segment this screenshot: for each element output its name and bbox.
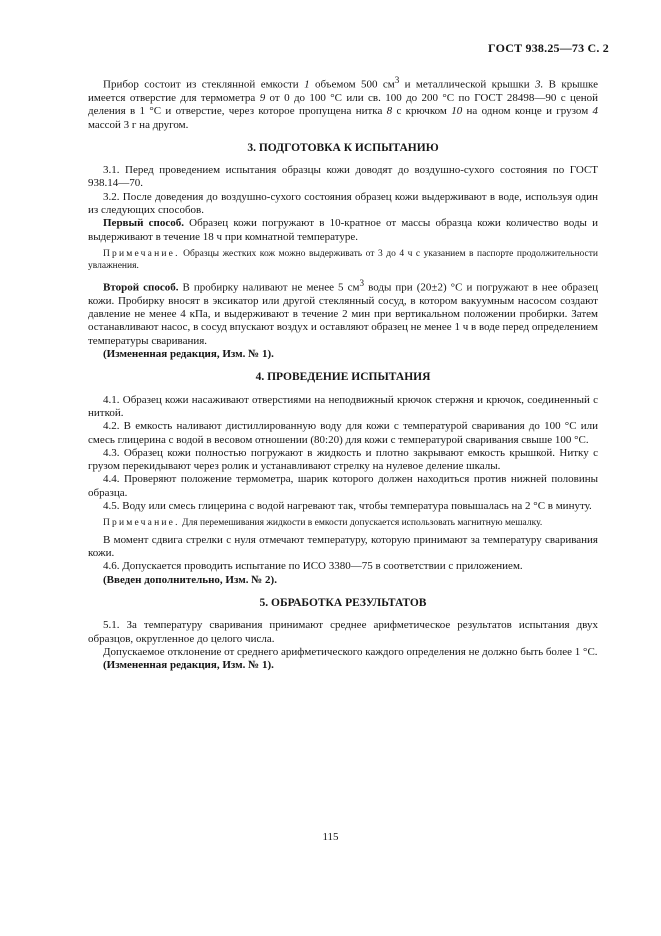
method-2-label: Второй способ. <box>103 281 179 294</box>
clause-3-1: 3.1. Перед проведением испытания образцы кожи доводят до воздушно-сухого состояния по ГОСТ 938.14—70. <box>88 164 598 190</box>
note-text: Образцы жестких кож можно выдерживать от 3 до 4 ч с указанием в паспорте продолжительности увлажнения. <box>88 248 598 272</box>
document-body <box>88 74 598 673</box>
note-label: Примечание. <box>103 248 180 259</box>
text-run: с крючком <box>392 105 452 118</box>
note-4 <box>88 517 598 530</box>
edit-note: (Измененная редакция, Изм. № 1). <box>103 659 274 672</box>
method-1 <box>88 217 598 244</box>
edit-note-4 <box>88 574 598 587</box>
ref-number: 4 <box>592 105 598 118</box>
clause-4-2: 4.2. В емкость наливают дистиллированную воду для кожи с температурой сваривания до 100 °С или смесь глицерина с водой в весовом отношении (80:20) для кожи с температурой сваривания свыше 100 °С. <box>88 420 598 446</box>
section-5-title: 5. ОБРАБОТКА РЕЗУЛЬТАТОВ <box>259 597 427 610</box>
clause-3-2: 3.2. После доведения до воздушно-сухого состояния образец кожи выдерживают в воде, используя один из следующих способов. <box>88 190 598 217</box>
text-run: В крышке имеется отверстие для термометра <box>88 78 599 104</box>
note-text: Для перемешивания жидкости в емкости допускается использовать магнитную мешалку. <box>179 518 543 529</box>
text-run: Прибор состоит из стеклянной емкости <box>103 78 305 91</box>
ref-number: 10 <box>451 105 463 118</box>
edit-note: (Введен дополнительно, Изм. № 2). <box>103 573 277 586</box>
text-run: воды при (20±2) °С и погружают в нее образец кожи. Пробирку вносят в эксикатор или другой стеклянный сосуд, в котором вакуумным насосом создают давление не менее 4 кПа, и выдерживают в течение 2 мин при вертикальном положении пробирки. Затем останавливают насос, в сосуд впускают воздух и оставляют образец не менее 1 ч в воде перед определением температуры сваривания. <box>88 281 598 347</box>
edit-note-3 <box>88 348 598 361</box>
section-4-title: 4. ПРОВЕДЕНИЕ ИСПЫТАНИЯ <box>255 371 431 384</box>
intro-paragraph <box>88 74 598 132</box>
method-1-text: Образец кожи погружают в 10-кратное от массы образца кожи количество воды и выдерживают в течение 18 ч при комнатной температуре. <box>88 217 598 243</box>
superscript: 3 <box>359 277 365 288</box>
clause-4-5-cont: В момент сдвига стрелки с нуля отмечают температуру, которую принимают за температуру сваривания кожи. <box>88 533 598 560</box>
clause-4-6: 4.6. Допускается проводить испытание по ИСО 3380—75 в соответствии с приложением. <box>103 560 523 573</box>
note-3 <box>88 248 598 273</box>
method-2 <box>88 277 598 348</box>
text-run: от 0 до 100 °С или св. 100 до 200 °С по ГОСТ 28498—90 с ценой деления в 1 °С и отверстие, через которое пропущена нитка <box>88 91 598 118</box>
text-run: на одном конце и грузом <box>462 105 593 118</box>
ref-number: 9 <box>259 91 266 104</box>
edit-note: (Измененная редакция, Изм. № 1). <box>103 348 274 361</box>
ref-number: 8 <box>386 105 393 118</box>
ref-number: 1 <box>304 78 310 91</box>
clause-4-1: 4.1. Образец кожи насаживают отверстиями на неподвижный крючок стержня и крючок, соединенный с ниткой. <box>88 393 598 419</box>
text-run: и металлической крышки <box>399 78 535 91</box>
clause-5-1-cont: Допускаемое отклонение от среднего арифметического каждого определения не должно быть более 1 °С. <box>103 645 598 658</box>
edit-note-5 <box>88 659 598 672</box>
note-label: Примечание. <box>103 518 180 529</box>
ref-number: 3. <box>535 78 544 91</box>
method-1-label: Первый способ. <box>103 217 184 230</box>
text-run: массой 3 г на другом. <box>88 118 189 131</box>
text-run: В пробирку наливают не менее 5 см <box>178 281 360 294</box>
clause-4-4: 4.4. Проверяют положение термометра, шарик которого должен находиться против нижней половины образца. <box>88 473 598 499</box>
clause-5-1: 5.1. За температуру сваривания принимают среднее арифметическое результатов испытания двух образцов, округленное до целого числа. <box>88 619 598 645</box>
text-run: объемом 500 см <box>309 78 395 91</box>
clause-4-5: 4.5. Воду или смесь глицерина с водой нагревают так, чтобы температура повышалась на 2 °С в минуту. <box>103 500 592 513</box>
section-3-title: 3. ПОДГОТОВКА К ИСПЫТАНИЮ <box>247 141 439 154</box>
superscript: 3 <box>394 75 400 85</box>
clause-4-3: 4.3. Образец кожи полностью погружают в жидкость и плотно закрывают емкость крышкой. Нитку с грузом перекидывают через ролик и устанавливают стрелку на нулевое деление шкалы. <box>88 446 598 473</box>
page-number: 115 <box>322 831 339 843</box>
page-header: ГОСТ 938.25—73 С. 2 <box>488 41 609 55</box>
